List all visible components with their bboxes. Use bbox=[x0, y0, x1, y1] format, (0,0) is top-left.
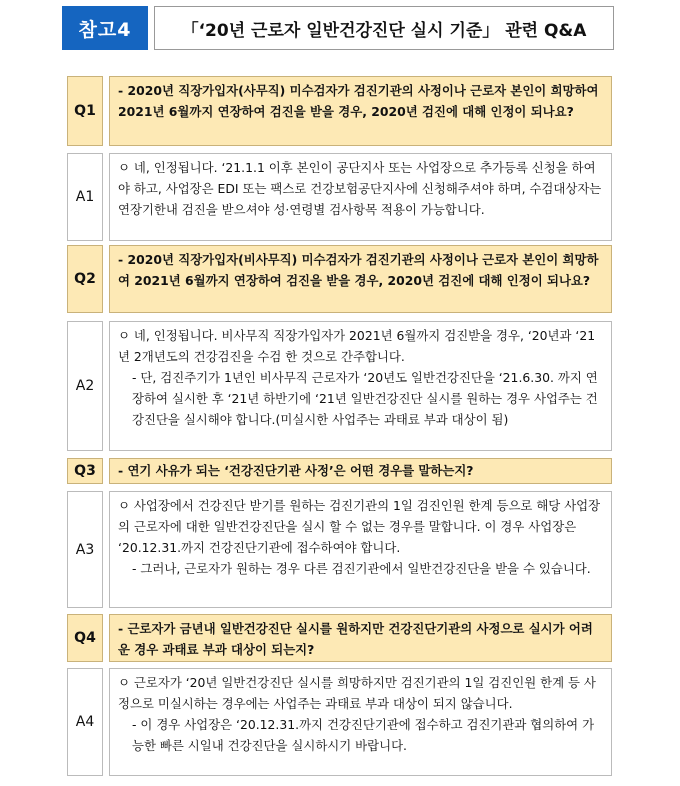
answer-paragraph: ㅇ 네, 인정됩니다. ‘21.1.1 이후 본인이 공단지사 또는 사업장으로 추가등록 신청을 하여야 하고, 사업장은 EDI 또는 팩스로 건강보험공단지사에 신청해주셔야 하며, 수검대상자는 연장기한내 검진을 받으셔야 성·연령별 검사항목 적용이 가능합니다. bbox=[118, 160, 602, 217]
answer-label: A4 bbox=[67, 668, 103, 776]
answer-paragraph: ㅇ 근로자가 ‘20년 일반건강진단 실시를 희망하지만 검진기관의 1일 검진인원 한계 등 사정으로 미실시하는 경우에는 사업주는 과태료 부과 대상이 되지 않습니다. bbox=[118, 675, 596, 711]
question-text bbox=[109, 614, 612, 662]
answer-paragraph: ㅇ 사업장에서 건강진단 받기를 원하는 검진기관의 1일 검진인원 한계 등으로 해당 사업장의 근로자에 대한 일반건강진단을 실시 할 수 없는 경우를 말합니다. 이 경우 사업장은 ‘20.12.31.까지 건강진단기관에 접수하여야 합니다. bbox=[118, 498, 601, 555]
question-label: Q4 bbox=[67, 614, 103, 662]
question-label: Q1 bbox=[67, 76, 103, 146]
answer-sub-paragraph: - 이 경우 사업장은 ‘20.12.31.까지 건강진단기관에 접수하고 검진기관과 협의하여 가능한 빠른 시일내 건강진단을 실시하시기 바랍니다. bbox=[132, 717, 595, 753]
question-label: Q2 bbox=[67, 245, 103, 313]
question-row-4 bbox=[67, 614, 612, 662]
answer-sub-paragraph: - 단, 검진주기가 1년인 비사무직 근로자가 ‘20년도 일반건강진단을 ‘21.6.30. 까지 연장하여 실시한 후 ‘21년 하반기에 ‘21년 일반건강진단 실시를 원하는 경우 사업주는 건강진단을 실시해야 합니다.(미실시한 사업주는 과태료 부과 대상이 됨) bbox=[132, 370, 598, 427]
answer-label: A2 bbox=[67, 321, 103, 451]
question-text bbox=[109, 245, 612, 313]
question-label: Q3 bbox=[67, 458, 103, 484]
answer-sub-paragraph: - 그러나, 근로자가 원하는 경우 다른 검진기관에서 일반건강진단을 받을 수 있습니다. bbox=[132, 561, 591, 576]
question-row-3 bbox=[67, 458, 612, 484]
answer-row-4 bbox=[67, 668, 612, 776]
question-row-2 bbox=[67, 245, 612, 313]
page-title: 「‘20년 근로자 일반건강진단 실시 기준」 관련 Q&A bbox=[154, 6, 614, 50]
question-paragraph: - 2020년 직장가입자(비사무직) 미수검자가 검진기관의 사정이나 근로자 본인이 희망하여 2021년 6월까지 연장하여 검진을 받을 경우, 2020년 검진에 대해 인정이 되나요? bbox=[118, 252, 599, 288]
page-header bbox=[62, 6, 614, 52]
question-text bbox=[109, 458, 612, 484]
answer-label: A3 bbox=[67, 491, 103, 608]
answer-text bbox=[109, 153, 612, 241]
answer-row-1 bbox=[67, 153, 612, 241]
answer-text bbox=[109, 668, 612, 776]
reference-badge: 참고4 bbox=[62, 6, 148, 50]
answer-text bbox=[109, 491, 612, 608]
answer-row-2 bbox=[67, 321, 612, 451]
answer-text bbox=[109, 321, 612, 451]
question-row-1 bbox=[67, 76, 612, 146]
question-paragraph: - 연기 사유가 되는 ‘건강진단기관 사정’은 어떤 경우를 말하는지? bbox=[118, 463, 474, 478]
answer-row-3 bbox=[67, 491, 612, 608]
question-paragraph: - 2020년 직장가입자(사무직) 미수검자가 검진기관의 사정이나 근로자 본인이 희망하여 2021년 6월까지 연장하여 검진을 받을 경우, 2020년 검진에 대해 인정이 되나요? bbox=[118, 83, 599, 119]
question-paragraph: - 근로자가 금년내 일반건강진단 실시를 원하지만 건강진단기관의 사정으로 실시가 어려운 경우 과태료 부과 대상이 되는지? bbox=[118, 621, 593, 657]
answer-label: A1 bbox=[67, 153, 103, 241]
question-text bbox=[109, 76, 612, 146]
answer-paragraph: ㅇ 네, 인정됩니다. 비사무직 직장가입자가 2021년 6월까지 검진받을 경우, ‘20년과 ‘21년 2개년도의 건강검진을 수검 한 것으로 간주합니다. bbox=[118, 328, 596, 364]
